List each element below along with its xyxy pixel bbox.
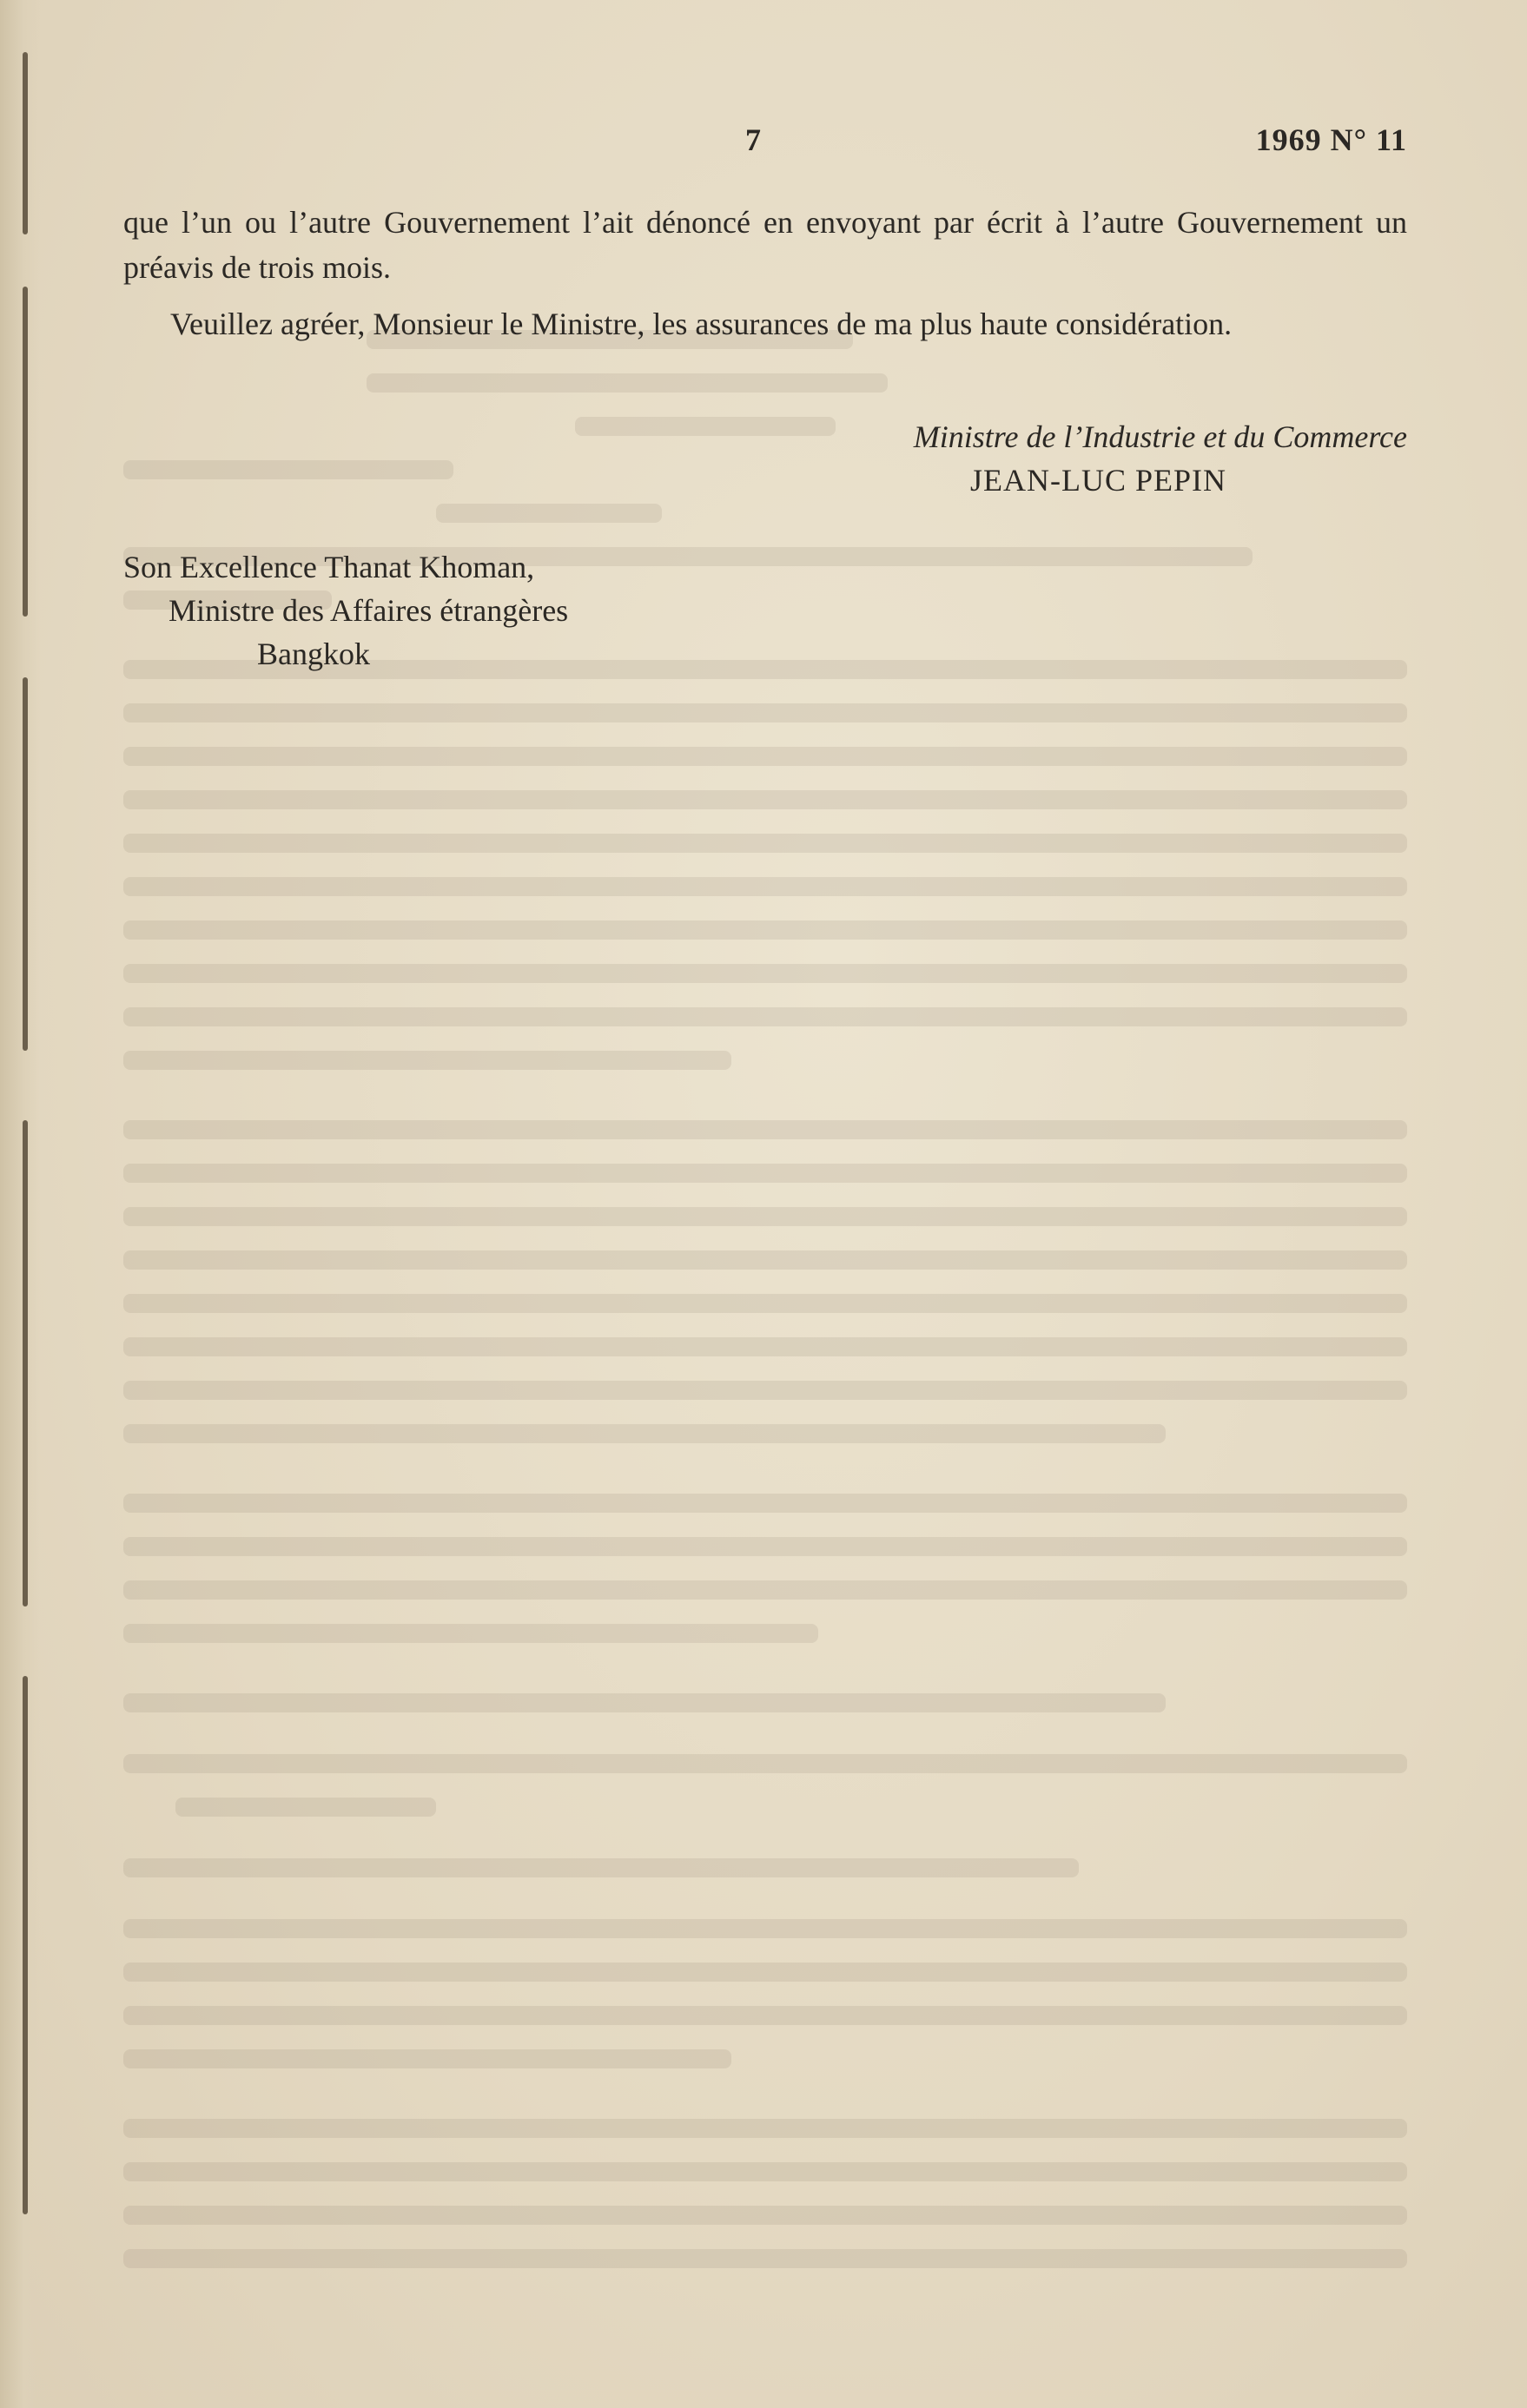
- body-paragraph-termination: que l’un ou l’autre Gouvernement l’ait dénoncé en envoyant par écrit à l’autre Gouvernement un préavis de trois mois.: [123, 205, 1407, 285]
- addressee-block: [123, 545, 568, 676]
- issue-reference: 1969 N° 11: [1255, 122, 1407, 157]
- body-paragraph-closing: Veuillez agréer, Monsieur le Ministre, les assurances de ma plus haute considération.: [170, 307, 1233, 341]
- binding-mark: [23, 287, 28, 617]
- addressee-line-2: Ministre des Affaires étrangères: [169, 593, 569, 628]
- signature-block: [914, 415, 1407, 502]
- binding-mark: [23, 677, 28, 1051]
- page-binding-edge: [0, 0, 40, 2408]
- signatory-name: JEAN-LUC PEPIN: [969, 463, 1226, 498]
- page-header: [123, 122, 1407, 165]
- binding-mark: [23, 52, 28, 234]
- binding-mark: [23, 1120, 28, 1606]
- addressee-line-1: Son Excellence Thanat Khoman,: [123, 550, 535, 584]
- signatory-title: Ministre de l’Industrie et du Commerce: [913, 419, 1407, 454]
- binding-mark: [23, 1676, 28, 2214]
- addressee-line-3: Bangkok: [257, 637, 370, 671]
- page-number: 7: [745, 122, 761, 157]
